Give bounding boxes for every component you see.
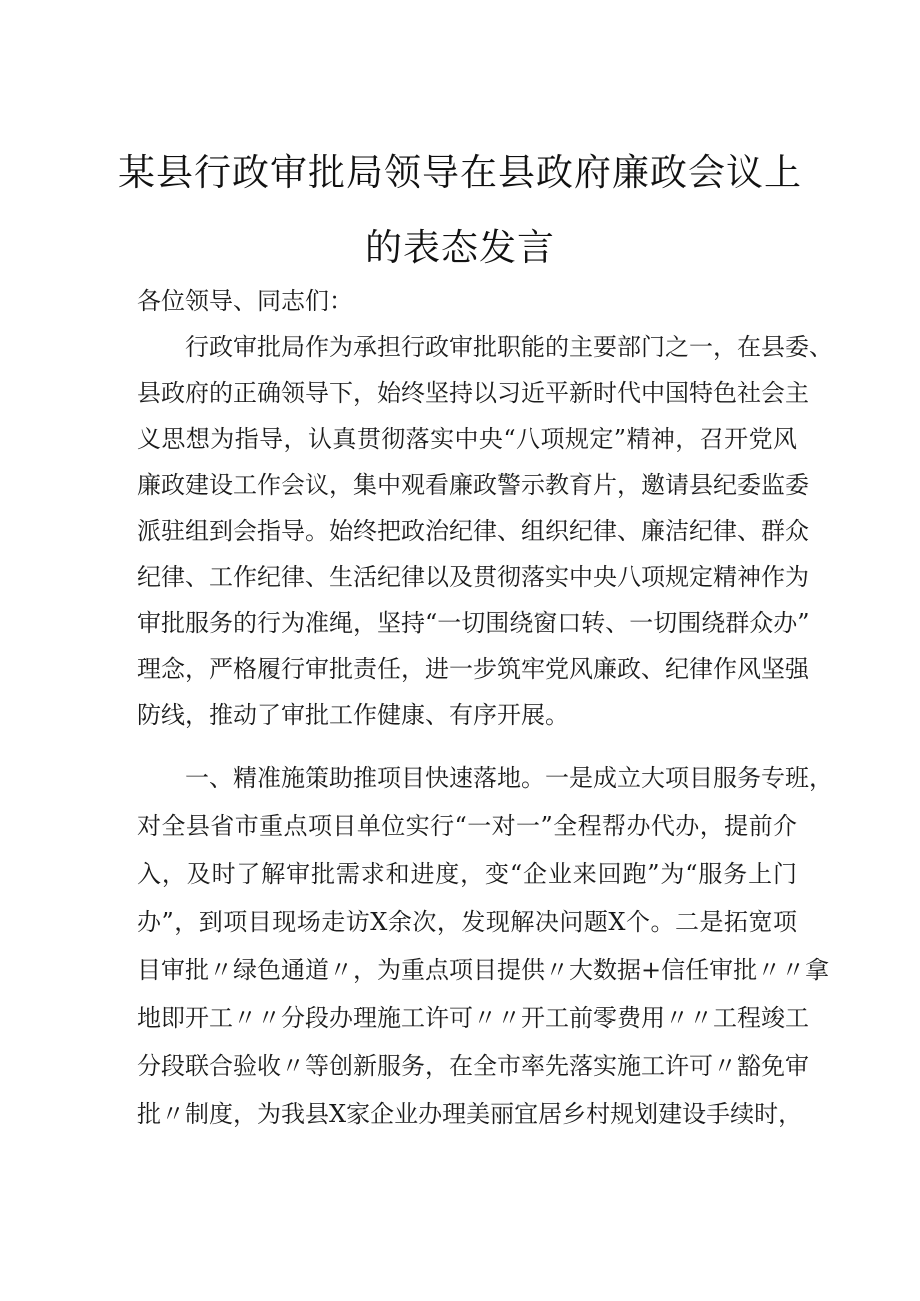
paragraph-2-line-3: 入，及时了解审批需求和进度，变“企业来回跑”为“服务上门 [137,860,797,888]
salutation: 各位领导、同志们： [137,287,353,315]
document-title-line-1: 某县行政审批局领导在县政府廉政会议上 [118,151,802,194]
paragraph-2-line-2: 对全县省市重点项目单位实行“一对一”全程帮办代办，提前介 [137,812,797,840]
paragraph-1-line-3: 义思想为指导，认真贯彻落实中央“八项规定”精神，召开党风 [137,425,797,453]
paragraph-1-line-5: 派驻组到会指导。始终把政治纪律、组织纪律、廉洁纪律、群众 [137,517,809,545]
paragraph-1-line-1: 行政审批局作为承担行政审批职能的主要部门之一，在县委、 [185,333,833,361]
paragraph-2-line-4: 办”，到项目现场走访X余次，发现解决问题X个。二是拓宽项 [137,908,797,936]
paragraph-1-line-4: 廉政建设工作会议，集中观看廉政警示教育片，邀请县纪委监委 [137,471,809,499]
paragraph-2-line-1: 一、精准施策助推项目快速落地。一是成立大项目服务专班， [185,764,833,792]
paragraph-2-line-7: 分段联合验收〃等创新服务，在全市率先落实施工许可〃豁免审 [137,1052,809,1080]
paragraph-1-line-2: 县政府的正确领导下，始终坚持以习近平新时代中国特色社会主 [137,379,809,407]
paragraph-2-line-6: 地即开工〃〃分段办理施工许可〃〃开工前零费用〃〃工程竣工 [137,1004,809,1032]
paragraph-1-line-8: 理念，严格履行审批责任，进一步筑牢党风廉政、纪律作风坚强 [137,655,809,683]
paragraph-1-line-6: 纪律、工作纪律、生活纪律以及贯彻落实中央八项规定精神作为 [137,563,809,591]
paragraph-2-line-5: 目审批〃绿色通道〃，为重点项目提供〃大数据+信任审批〃〃拿 [137,956,830,984]
document-title-line-2: 的表态发言 [365,226,555,269]
paragraph-1-line-7: 审批服务的行为准绳，坚持“一切围绕窗口转、一切围绕群众办” [137,609,810,637]
paragraph-1-line-9: 防线，推动了审批工作健康、有序开展。 [137,701,569,729]
paragraph-2-line-8: 批〃制度，为我县X家企业办理美丽宜居乡村规划建设手续时， [137,1100,803,1128]
